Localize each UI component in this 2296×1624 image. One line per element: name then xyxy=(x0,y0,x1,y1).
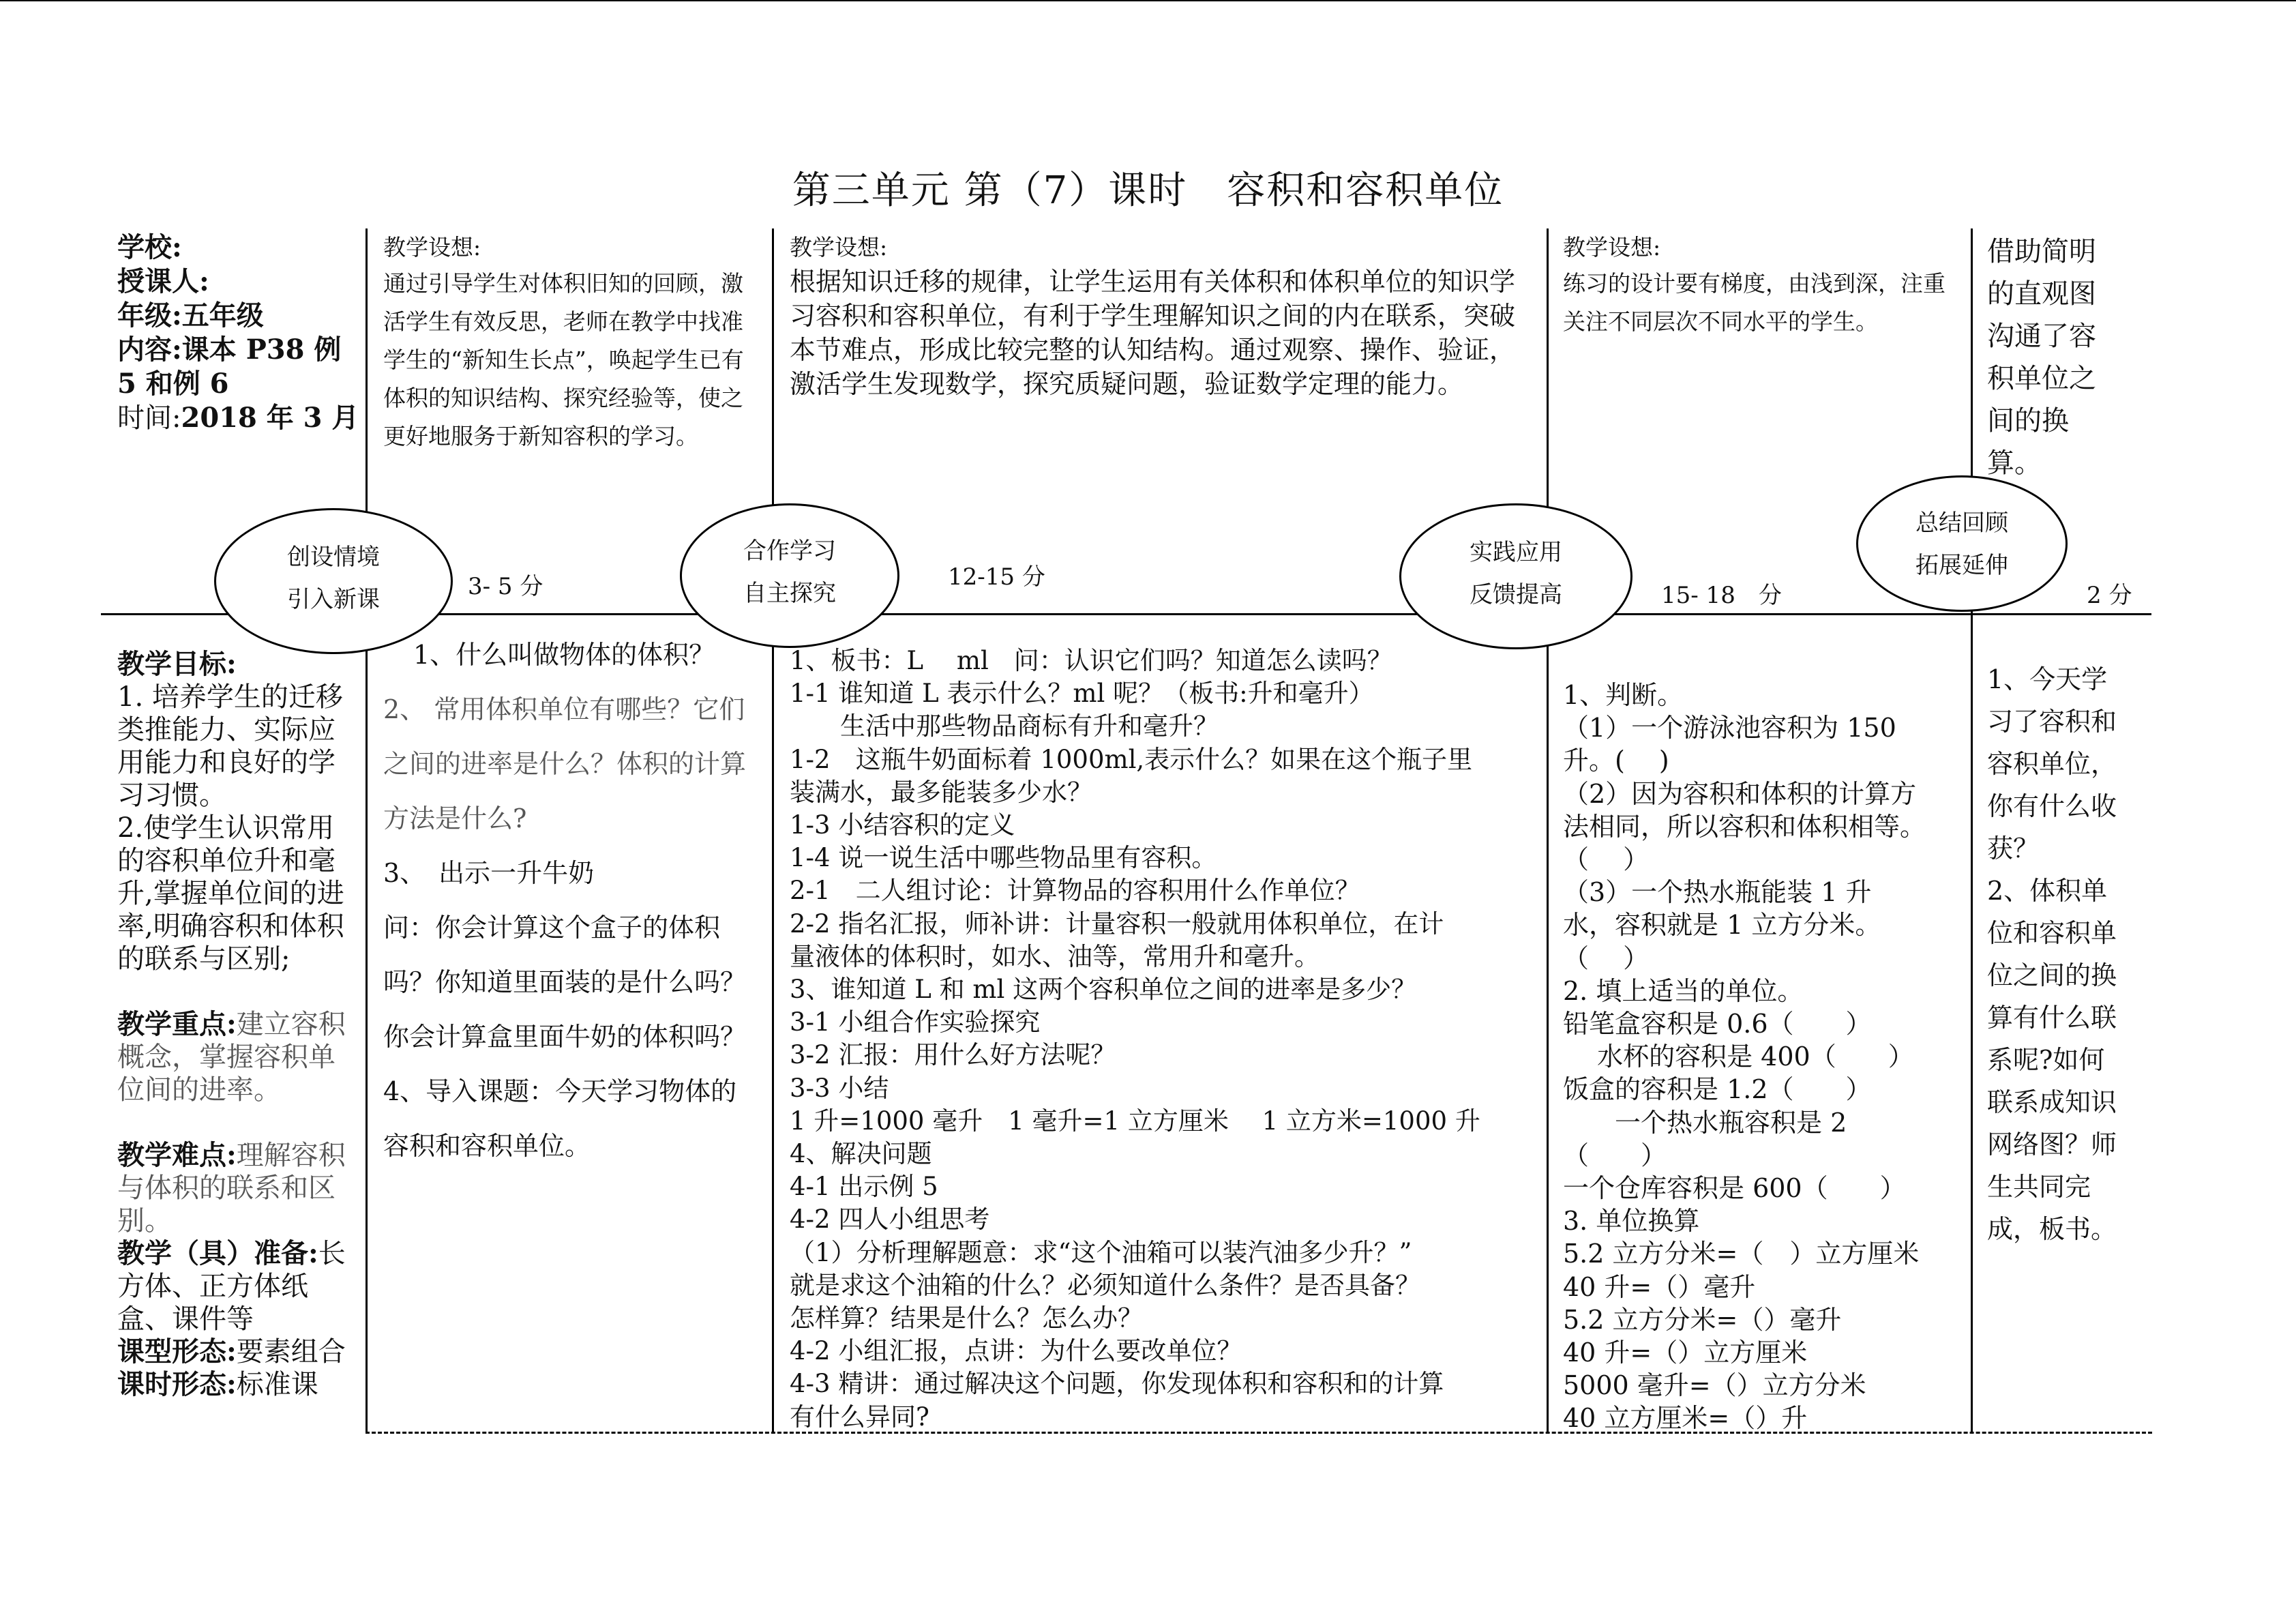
explore-line: 有什么异同? xyxy=(790,1402,929,1432)
practice-line: 1、判断。 xyxy=(1563,680,1684,710)
practice-line: （ ） xyxy=(1563,943,1650,973)
grade-value: 五年级 xyxy=(181,299,264,331)
stage-ellipse-4 xyxy=(1856,475,2068,612)
practice-line: 5.2 立方分米=（）毫升 xyxy=(1563,1304,1842,1335)
design-col-2 xyxy=(790,231,1533,401)
practice-line: 40 升=（）毫升 xyxy=(1563,1271,1756,1302)
design-col-3-label: 教学设想: xyxy=(1563,234,1661,261)
explore-block xyxy=(790,645,1540,1434)
time-label: 时间: xyxy=(117,402,181,434)
practice-line: 3. 单位换算 xyxy=(1563,1206,1700,1237)
practice-line: 一个热水瓶容积是 2 xyxy=(1563,1107,1847,1138)
stage-2-line-2: 自主探究 xyxy=(743,580,836,607)
design-col-2-label: 教学设想: xyxy=(790,234,888,261)
summary-line: 生共同完 xyxy=(1987,1172,2091,1202)
column-divider-2 xyxy=(772,228,774,1432)
school-label: 学校: xyxy=(117,231,182,263)
summary-line: 成，板书。 xyxy=(1987,1214,2117,1244)
content-label: 内容: xyxy=(117,334,182,366)
summary-line: 位和容积单 xyxy=(1987,918,2117,948)
intro-line-4: 问：你会计算这个盒子的体积吗？你知道里面装的是什么吗？你会计算盒里面牛奶的体积吗？ xyxy=(383,913,747,1052)
practice-line: 铅笔盒容积是 0.6（ ） xyxy=(1563,1009,1872,1039)
practice-line: 升。( ) xyxy=(1563,745,1669,776)
practice-line: （ ） xyxy=(1563,844,1650,875)
type-label: 课型形态: xyxy=(117,1335,237,1368)
design-col-3-text: 练习的设计要有梯度，由浅到深，注重关注不同层次不同水平的学生。 xyxy=(1563,270,1945,335)
summary-line: 网络图？师 xyxy=(1987,1130,2117,1160)
intro-line-3: 3、 出示一升牛奶 xyxy=(383,858,595,888)
design-col-2-text: 根据知识迁移的规律，让学生运用有关体积和体积单位的知识学习容积和容积单位，有利于学生理解知识之间的内在联系，突破本节难点，形成比较完整的认知结构。通过观察、操作、验证，激活学生发现数学，探究质疑问题，验证数学定理的能力。 xyxy=(790,267,1516,399)
summary-line: 算有什么联 xyxy=(1987,1003,2117,1033)
explore-line: 1-2 这瓶牛奶面标着 1000ml,表示什么？如果在这个瓶子里 xyxy=(790,744,1473,774)
stage-2-line-1: 合作学习 xyxy=(743,537,836,565)
page-top-border xyxy=(0,0,2296,1)
form-text: 标准课 xyxy=(236,1369,318,1400)
practice-line: 水杯的容积是 400（ ） xyxy=(1563,1042,1914,1072)
explore-line: 4-2 四人小组思考 xyxy=(790,1205,990,1235)
summary-line: 获？ xyxy=(1987,833,2040,863)
form-label: 课时形态: xyxy=(117,1368,237,1400)
practice-line: （2）因为容积和体积的计算方 xyxy=(1563,778,1917,809)
practice-line: 2. 填上适当的单位。 xyxy=(1563,975,1804,1006)
time-value: 2018 年 3 月 xyxy=(181,402,359,434)
summary-line: 容积单位， xyxy=(1987,749,2117,779)
stage-ellipse-3 xyxy=(1399,503,1632,649)
stage-ellipse-2 xyxy=(680,503,899,648)
explore-line: 就是求这个油箱的什么？必须知道什么条件？是否具备？ xyxy=(790,1270,1420,1300)
key-text: 建立容积概念，掌握容积单位间的进率。 xyxy=(117,1009,346,1106)
key-label: 教学重点: xyxy=(117,1008,237,1040)
practice-line: 40 升=（）立方厘米 xyxy=(1563,1338,1808,1368)
practice-line: （3）一个热水瓶能装 1 升 xyxy=(1563,877,1872,908)
explore-line: 怎样算？结果是什么？怎么办？ xyxy=(790,1303,1143,1333)
explore-line: 4-2 小组汇报，点讲：为什么要改单位？ xyxy=(790,1336,1242,1366)
stage-1-line-2: 引入新课 xyxy=(287,586,380,613)
explore-line: 1、板书：L ml 问：认识它们吗？知道怎么读吗？ xyxy=(790,646,1392,675)
stage-1-time: 3- 5 分 xyxy=(468,573,543,600)
design-col-1-label: 教学设想: xyxy=(383,234,481,261)
column-divider-1 xyxy=(366,228,368,1432)
explore-line: 2-2 指名汇报，师补讲：计量容积一般就用体积单位，在计 xyxy=(790,909,1444,939)
goal-1: 1. 培养学生的迁移类推能力、实际应用能力和良好的学习习惯。 xyxy=(117,681,343,811)
intro-block xyxy=(383,628,762,1173)
summary-block xyxy=(1987,658,2123,1250)
practice-line: 法相同，所以容积和体积相等。 xyxy=(1563,811,1926,842)
design-col-1 xyxy=(383,231,755,456)
stage-3-time: 15- 18 分 xyxy=(1661,582,1782,609)
practice-line: （1）一个游泳池容积为 150 xyxy=(1563,713,1896,743)
explore-line: 3-3 小结 xyxy=(790,1073,889,1103)
summary-line: 联系成知识 xyxy=(1987,1087,2117,1117)
design-col-4 xyxy=(1987,231,2103,484)
explore-line: 4、解决问题 xyxy=(790,1139,932,1169)
practice-line: 40 立方厘米=（）升 xyxy=(1563,1403,1808,1434)
explore-line: 3、谁知道 L 和 ml 这两个容积单位之间的进率是多少？ xyxy=(790,975,1417,1005)
summary-line: 你有什么收 xyxy=(1987,791,2117,821)
goal-2: 2.使学生认识常用的容积单位升和毫升,掌握单位间的进率,明确容积和体积的联系与区别; xyxy=(117,812,344,975)
practice-line: （ ） xyxy=(1563,1140,1667,1170)
summary-line: 1、今天学 xyxy=(1987,664,2108,694)
practice-block xyxy=(1563,679,1965,1435)
practice-line: 5000 毫升=（）立方分米 xyxy=(1563,1370,1866,1401)
stage-3-line-2: 反馈提高 xyxy=(1470,581,1562,608)
explore-line: 1-3 小结容积的定义 xyxy=(790,810,1015,840)
explore-line: （1）分析理解题意：求“这个油箱可以装汽油多少升？” xyxy=(790,1237,1412,1267)
explore-line: 3-2 汇报：用什么好方法呢？ xyxy=(790,1040,1116,1070)
design-col-1-text: 通过引导学生对体积旧知的回顾，激活学生有效反思，老师在教学中找准学生的“新知生长点”，唤起学生已有体积的知识结构、探究经验等，使之更好地服务于新知容积的学习。 xyxy=(383,270,744,449)
explore-line: 生活中那些物品商标有升和毫升？ xyxy=(790,711,1219,741)
info-block xyxy=(117,231,359,435)
explore-line: 4-1 出示例 5 xyxy=(790,1172,938,1202)
explore-line: 装满水，最多能装多少水？ xyxy=(790,777,1092,807)
stage-3-line-1: 实践应用 xyxy=(1470,539,1562,566)
design-col-4-text: 借助简明的直观图沟通了容积单位之间的换算。 xyxy=(1987,236,2096,479)
difficulty-label: 教学难点: xyxy=(117,1139,237,1171)
summary-line: 习了容积和 xyxy=(1987,707,2117,737)
practice-line: 水，容积就是 1 立方分米。 xyxy=(1563,910,1881,941)
stage-4-line-1: 总结回顾 xyxy=(1915,510,2008,537)
prep-label: 教学（具）准备: xyxy=(117,1237,318,1269)
explore-line: 3-1 小组合作实验探究 xyxy=(790,1007,1041,1037)
explore-line: 1-1 谁知道 L 表示什么？ml 呢？（板书:升和毫升） xyxy=(790,679,1374,709)
page-title: 第三单元 第（7）课时 容积和容积单位 xyxy=(792,168,1504,213)
explore-line: 量液体的体积时，如水、油等，常用升和毫升。 xyxy=(790,941,1320,971)
intro-line-2: 2、 常用体积单位有哪些？它们之间的进率是什么？体积的计算方法是什么? xyxy=(383,694,747,833)
practice-line: 5.2 立方分米=（ ）立方厘米 xyxy=(1563,1239,1920,1269)
explore-line: 4-3 精讲：通过解决这个问题，你发现体积和容积和的计算 xyxy=(790,1369,1444,1399)
stage-4-line-2: 拓展延伸 xyxy=(1915,552,2008,579)
summary-line: 2、体积单 xyxy=(1987,876,2108,906)
explore-line: 1 升=1000 毫升 1 毫升=1 立方厘米 1 立方米=1000 升 xyxy=(790,1106,1480,1136)
stage-1-line-1: 创设情境 xyxy=(287,544,380,571)
grade-label: 年级: xyxy=(117,299,182,331)
type-text: 要素组合 xyxy=(236,1336,346,1368)
explore-line: 1-4 说一说生活中哪些物品里有容积。 xyxy=(790,843,1217,873)
stage-2-time: 12-15 分 xyxy=(948,563,1045,591)
explore-line: 2-1 二人组讨论：计算物品的容积用什么作单位？ xyxy=(790,876,1360,906)
intro-line-5: 4、导入课题：今天学习物体的容积和容积单位。 xyxy=(383,1076,737,1161)
difficulty-text: 理解容积与体积的联系和区别。 xyxy=(117,1140,346,1237)
practice-line: 一个仓库容积是 600（ ） xyxy=(1563,1173,1906,1204)
goal-label: 教学目标: xyxy=(117,648,237,680)
design-col-3 xyxy=(1563,231,1958,341)
goals-block xyxy=(117,648,356,1401)
prep-text: 长方体、正方体纸盒、课件等 xyxy=(117,1238,346,1335)
practice-line: 饭盒的容积是 1.2（ ） xyxy=(1563,1074,1872,1105)
intro-line-1: 1、什么叫做物体的体积？ xyxy=(413,640,715,670)
stage-4-time: 2 分 xyxy=(2087,582,2132,609)
teacher-label: 授课人: xyxy=(117,265,209,297)
column-divider-3 xyxy=(1547,228,1549,1432)
summary-line: 位之间的换 xyxy=(1987,960,2117,990)
column-divider-4 xyxy=(1971,228,1973,1432)
summary-line: 系呢?如何 xyxy=(1987,1045,2105,1075)
content-value: 课本 P38 例 5 和例 6 xyxy=(117,334,342,400)
